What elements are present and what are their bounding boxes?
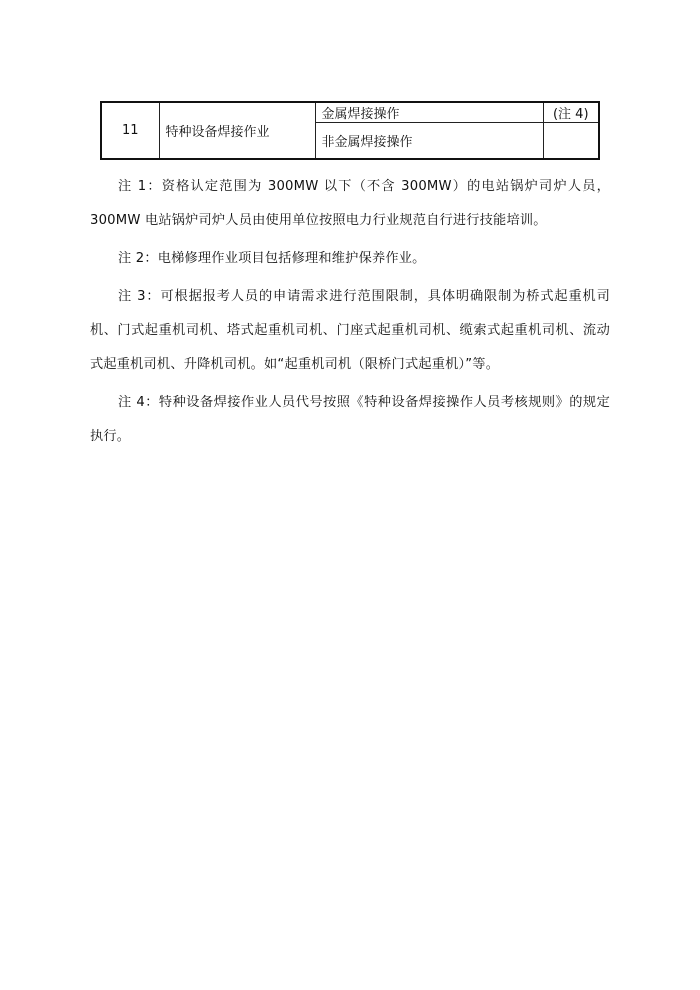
footnote-3: 注 3：可根据报考人员的申请需求进行范围限制，具体明确限制为桥式起重机司机、门式起重机司机、塔式起重机司机、门座式起重机司机、缆索式起重机司机、流动式起重机司机、升降机司机。如“起重机司机（限桥门式起重机）”等。 [90,289,610,372]
row-number-cell: 11 [101,102,159,159]
note-cell [543,123,599,160]
category-cell: 特种设备焊接作业 [159,102,315,159]
item-cell: 金属焊接操作 [315,102,543,123]
note-cell: (注 4) [543,102,599,123]
footnote-2: 注 2：电梯修理作业项目包括修理和维护保养作业。 [118,251,426,266]
item-cell: 非金属焊接操作 [315,123,543,160]
table-row [101,102,599,123]
footnotes [90,170,610,458]
qualification-table [100,101,600,160]
footnote-1: 注 1：资格认定范围为 300MW 以下（不含 300MW）的电站锅炉司炉人员，300MW 电站锅炉司炉人员由使用单位按照电力行业规范自行进行技能培训。 [90,179,610,228]
footnote-4: 注 4：特种设备焊接作业人员代号按照《特种设备焊接操作人员考核规则》的规定执行。 [90,395,610,444]
